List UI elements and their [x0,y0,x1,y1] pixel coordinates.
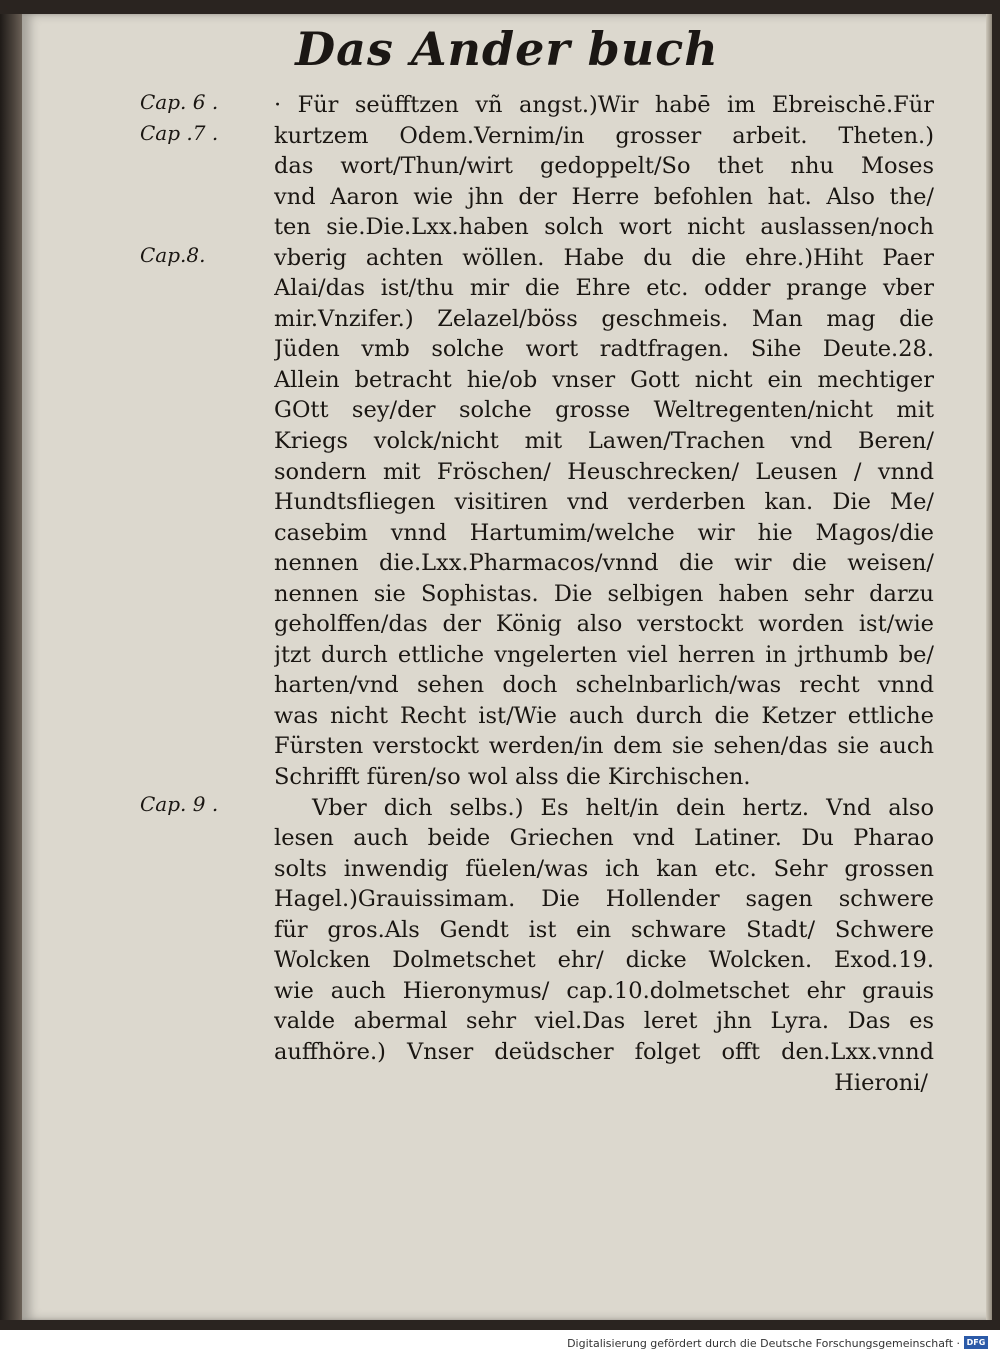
text-line: mir.Vnzifer.) Zelazel/böss geschmeis. Man mag die [274,305,934,332]
text-line: ten sie.Die.Lxx.haben solch wort nicht auslassen/noch [274,214,934,241]
text-line: Vber dich selbs.) Es helt/in dein hertz. Vnd also [312,794,934,821]
text-line: jtzt durch ettliche vngelerten viel herren in jrthumb be/ [274,641,934,668]
book-page [22,14,992,1320]
text-line: kurtzem Odem.Vernim/in grosser arbeit. Theten.) [274,122,934,149]
text-line: valde abermal sehr viel.Das leret jhn Lyra. Das es [274,1008,934,1035]
footer-bar [0,1330,1000,1355]
body-text [274,90,934,1098]
text-line: das wort/Thun/wirt gedoppelt/So thet nhu Moses [274,153,934,180]
text-line: Schrifft füren/so wol alss die Kirchischen. [274,764,751,791]
text-line: Fürsten verstockt werden/in dem sie sehen/das sie auch [274,733,934,760]
book-binding [0,14,22,1320]
text-line: wie auch Hieronymus/ cap.10.dolmetschet ehr grauis [274,977,934,1004]
text-line: geholffen/das der König also verstockt worden ist/wie [274,611,934,638]
text-line: casebim vnnd Hartumim/welche wir hie Magos/die [274,519,934,546]
margin-note-cap-9: Cap. 9 . [140,792,219,816]
text-line: sondern mit Fröschen/ Heuschrecken/ Leusen / vnnd [274,458,934,485]
text-line: für gros.Als Gendt ist ein schware Stadt/ Schwere [274,916,934,943]
text-line: auffhöre.) Vnser deüdscher folget offt den.Lxx.vnnd [274,1038,934,1065]
text-line: Jüden vmb solche wort radtfragen. Sihe Deute.28. [274,336,934,363]
margin-note-cap-8: Cap.8. [140,243,206,267]
text-line: nennen die.Lxx.Pharmacos/vnnd die wir die weisen/ [274,550,934,577]
running-title: Das Ander buch [295,22,719,76]
text-line: nennen sie Sophistas. Die selbigen haben sehr darzu [274,580,934,607]
text-line: harten/vnd sehen doch schelnbarlich/was recht vnnd [274,672,934,699]
margin-note-cap-6: Cap. 6 . [140,90,219,114]
text-line: solts inwendig füelen/was ich kan etc. Sehr grossen [274,855,934,882]
text-line: Hundtsfliegen visitiren vnd verderben kan. Die Me/ [274,489,934,516]
text-line: GOtt sey/der solche grosse Weltregenten/nicht mit [274,397,934,424]
text-line: vnd Aaron wie jhn der Herre befohlen hat. Also the/ [274,183,934,210]
text-line: Hagel.)Grauissimam. Die Hollender sagen schwere [274,886,934,913]
text-line: Kriegs volck/nicht mit Lawen/Trachen vnd Beren/ [274,428,934,455]
dfg-logo: DFG [964,1336,988,1349]
text-line: · Für seüfftzen vñ angst.)Wir habē im Ebreischē.Für [274,92,934,118]
text-line: Allein betracht hie/ob vnser Gott nicht ein mechtiger [274,366,934,393]
page-edge [986,14,992,1320]
margin-note-cap-7: Cap .7 . [140,121,219,145]
text-line: vberig achten wöllen. Habe du die ehre.)Hiht Paer [274,244,934,271]
text-line: Alai/das ist/thu mir die Ehre etc. odder prange vber [274,275,934,302]
text-line: lesen auch beide Griechen vnd Latiner. Du Pharao [274,825,934,852]
text-line: was nicht Recht ist/Wie auch durch die Ketzer ettliche [274,702,934,729]
text-line: Wolcken Dolmetschet ehr/ dicke Wolcken. Exod.19. [274,947,934,974]
footer-credit: Digitalisierung gefördert durch die Deutsche Forschungsgemeinschaft · [567,1337,960,1350]
catchword: Hieroni/ [834,1069,928,1096]
